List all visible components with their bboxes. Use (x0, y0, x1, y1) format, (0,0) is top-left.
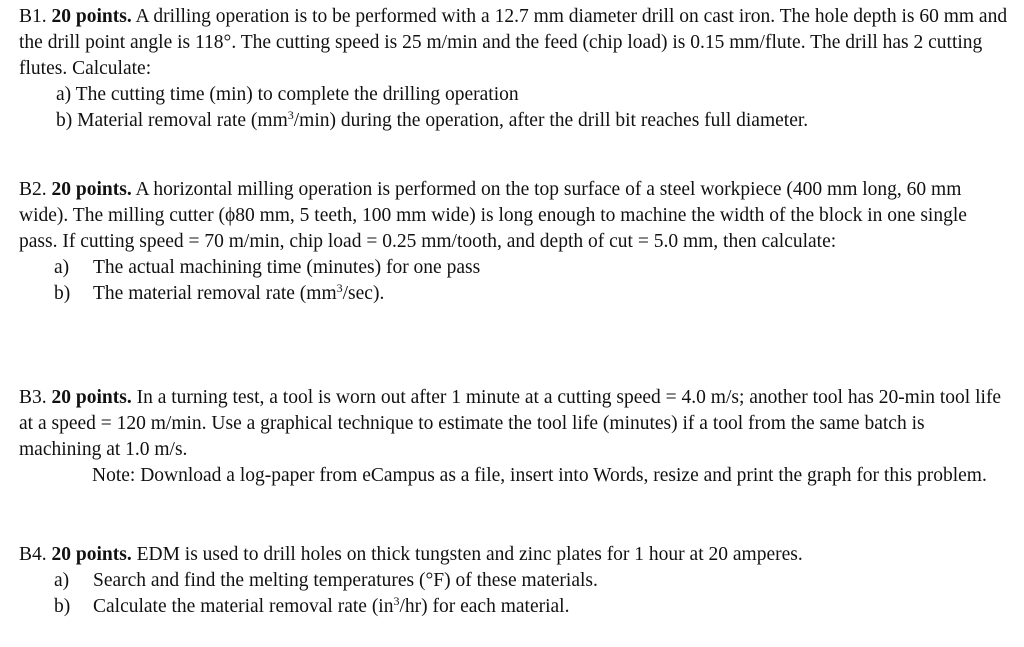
problem-b2-part-b (19, 281, 1009, 307)
problem-text: A drilling operation is to be performed with a 12.7 mm diameter drill on cast iron. The hole depth is 60 mm and the drill point angle is 118°. The cutting speed is 25 m/min and the feed (chip load) is 0.15 mm/flute. The drill has 2 cutting flutes. Calculate: (19, 6, 1008, 79)
problem-points: 20 points. (51, 544, 132, 565)
superscript: 3 (393, 594, 400, 608)
part-a-text: Search and find the melting temperatures (°F) of these materials. (93, 570, 598, 591)
problem-text: In a turning test, a tool is worn out after 1 minute at a cutting speed = 4.0 m/s; another tool has 20-min tool life at a speed = 120 m/min. Use a graphical technique to estimate the tool life (minutes) if a tool from the same batch is machining at 1.0 m/s. (19, 387, 1002, 460)
part-a-label: a) (54, 570, 70, 591)
problem-b1 (19, 4, 1009, 134)
problem-b1-part-a (19, 82, 1009, 108)
problem-points: 20 points. (51, 179, 132, 200)
problem-b3-note: Note: Download a log-paper from eCampus as a file, insert into Words, resize and print the graph for this problem. (92, 465, 987, 486)
part-b-text: The material removal rate (mm (93, 283, 337, 304)
problem-b4-part-b (19, 594, 1009, 620)
problem-points: 20 points. (51, 6, 132, 27)
problem-b3 (19, 385, 1009, 489)
superscript: 3 (287, 108, 294, 122)
part-b-text: b) Material removal rate (mm (56, 110, 288, 131)
part-b-text: Calculate the material removal rate (in (93, 596, 394, 617)
part-b-text-end: /hr) for each material. (399, 596, 570, 617)
problem-b2-part-a (19, 255, 1009, 281)
problem-points: 20 points. (51, 387, 132, 408)
problem-id: B4. (19, 544, 47, 565)
problem-b4 (19, 542, 1009, 620)
problem-text: A horizontal milling operation is performed on the top surface of a steel workpiece (400 mm long, 60 mm wide). The milling cutter (ϕ80 mm, 5 teeth, 100 mm wide) is long enough to machine the width of the block in one single pass. If cutting speed = 70 m/min, chip load = 0.25 mm/tooth, and depth of cut = 5.0 mm, then calculate: (19, 179, 967, 252)
problem-b4-part-a (19, 568, 1009, 594)
problem-id: B3. (19, 387, 47, 408)
part-b-label: b) (54, 596, 71, 617)
problem-b2-statement (19, 177, 1009, 255)
problem-id: B1. (19, 6, 47, 27)
problem-b1-part-b (19, 108, 1009, 134)
problem-b3-statement (19, 385, 1009, 463)
part-a-text: a) The cutting time (min) to complete the drilling operation (56, 84, 519, 105)
part-a-text: The actual machining time (minutes) for one pass (93, 257, 481, 278)
problem-id: B2. (19, 179, 47, 200)
superscript: 3 (336, 281, 343, 295)
part-b-text-end: /sec). (342, 283, 385, 304)
problem-b4-statement (19, 542, 1009, 568)
problem-b1-statement (19, 4, 1009, 82)
problem-b2 (19, 177, 1009, 307)
part-b-text-end: /min) during the operation, after the drill bit reaches full diameter. (293, 110, 809, 131)
part-b-label: b) (54, 283, 71, 304)
problem-text: EDM is used to drill holes on thick tungsten and zinc plates for 1 hour at 20 amperes. (136, 544, 803, 565)
part-a-label: a) (54, 257, 70, 278)
